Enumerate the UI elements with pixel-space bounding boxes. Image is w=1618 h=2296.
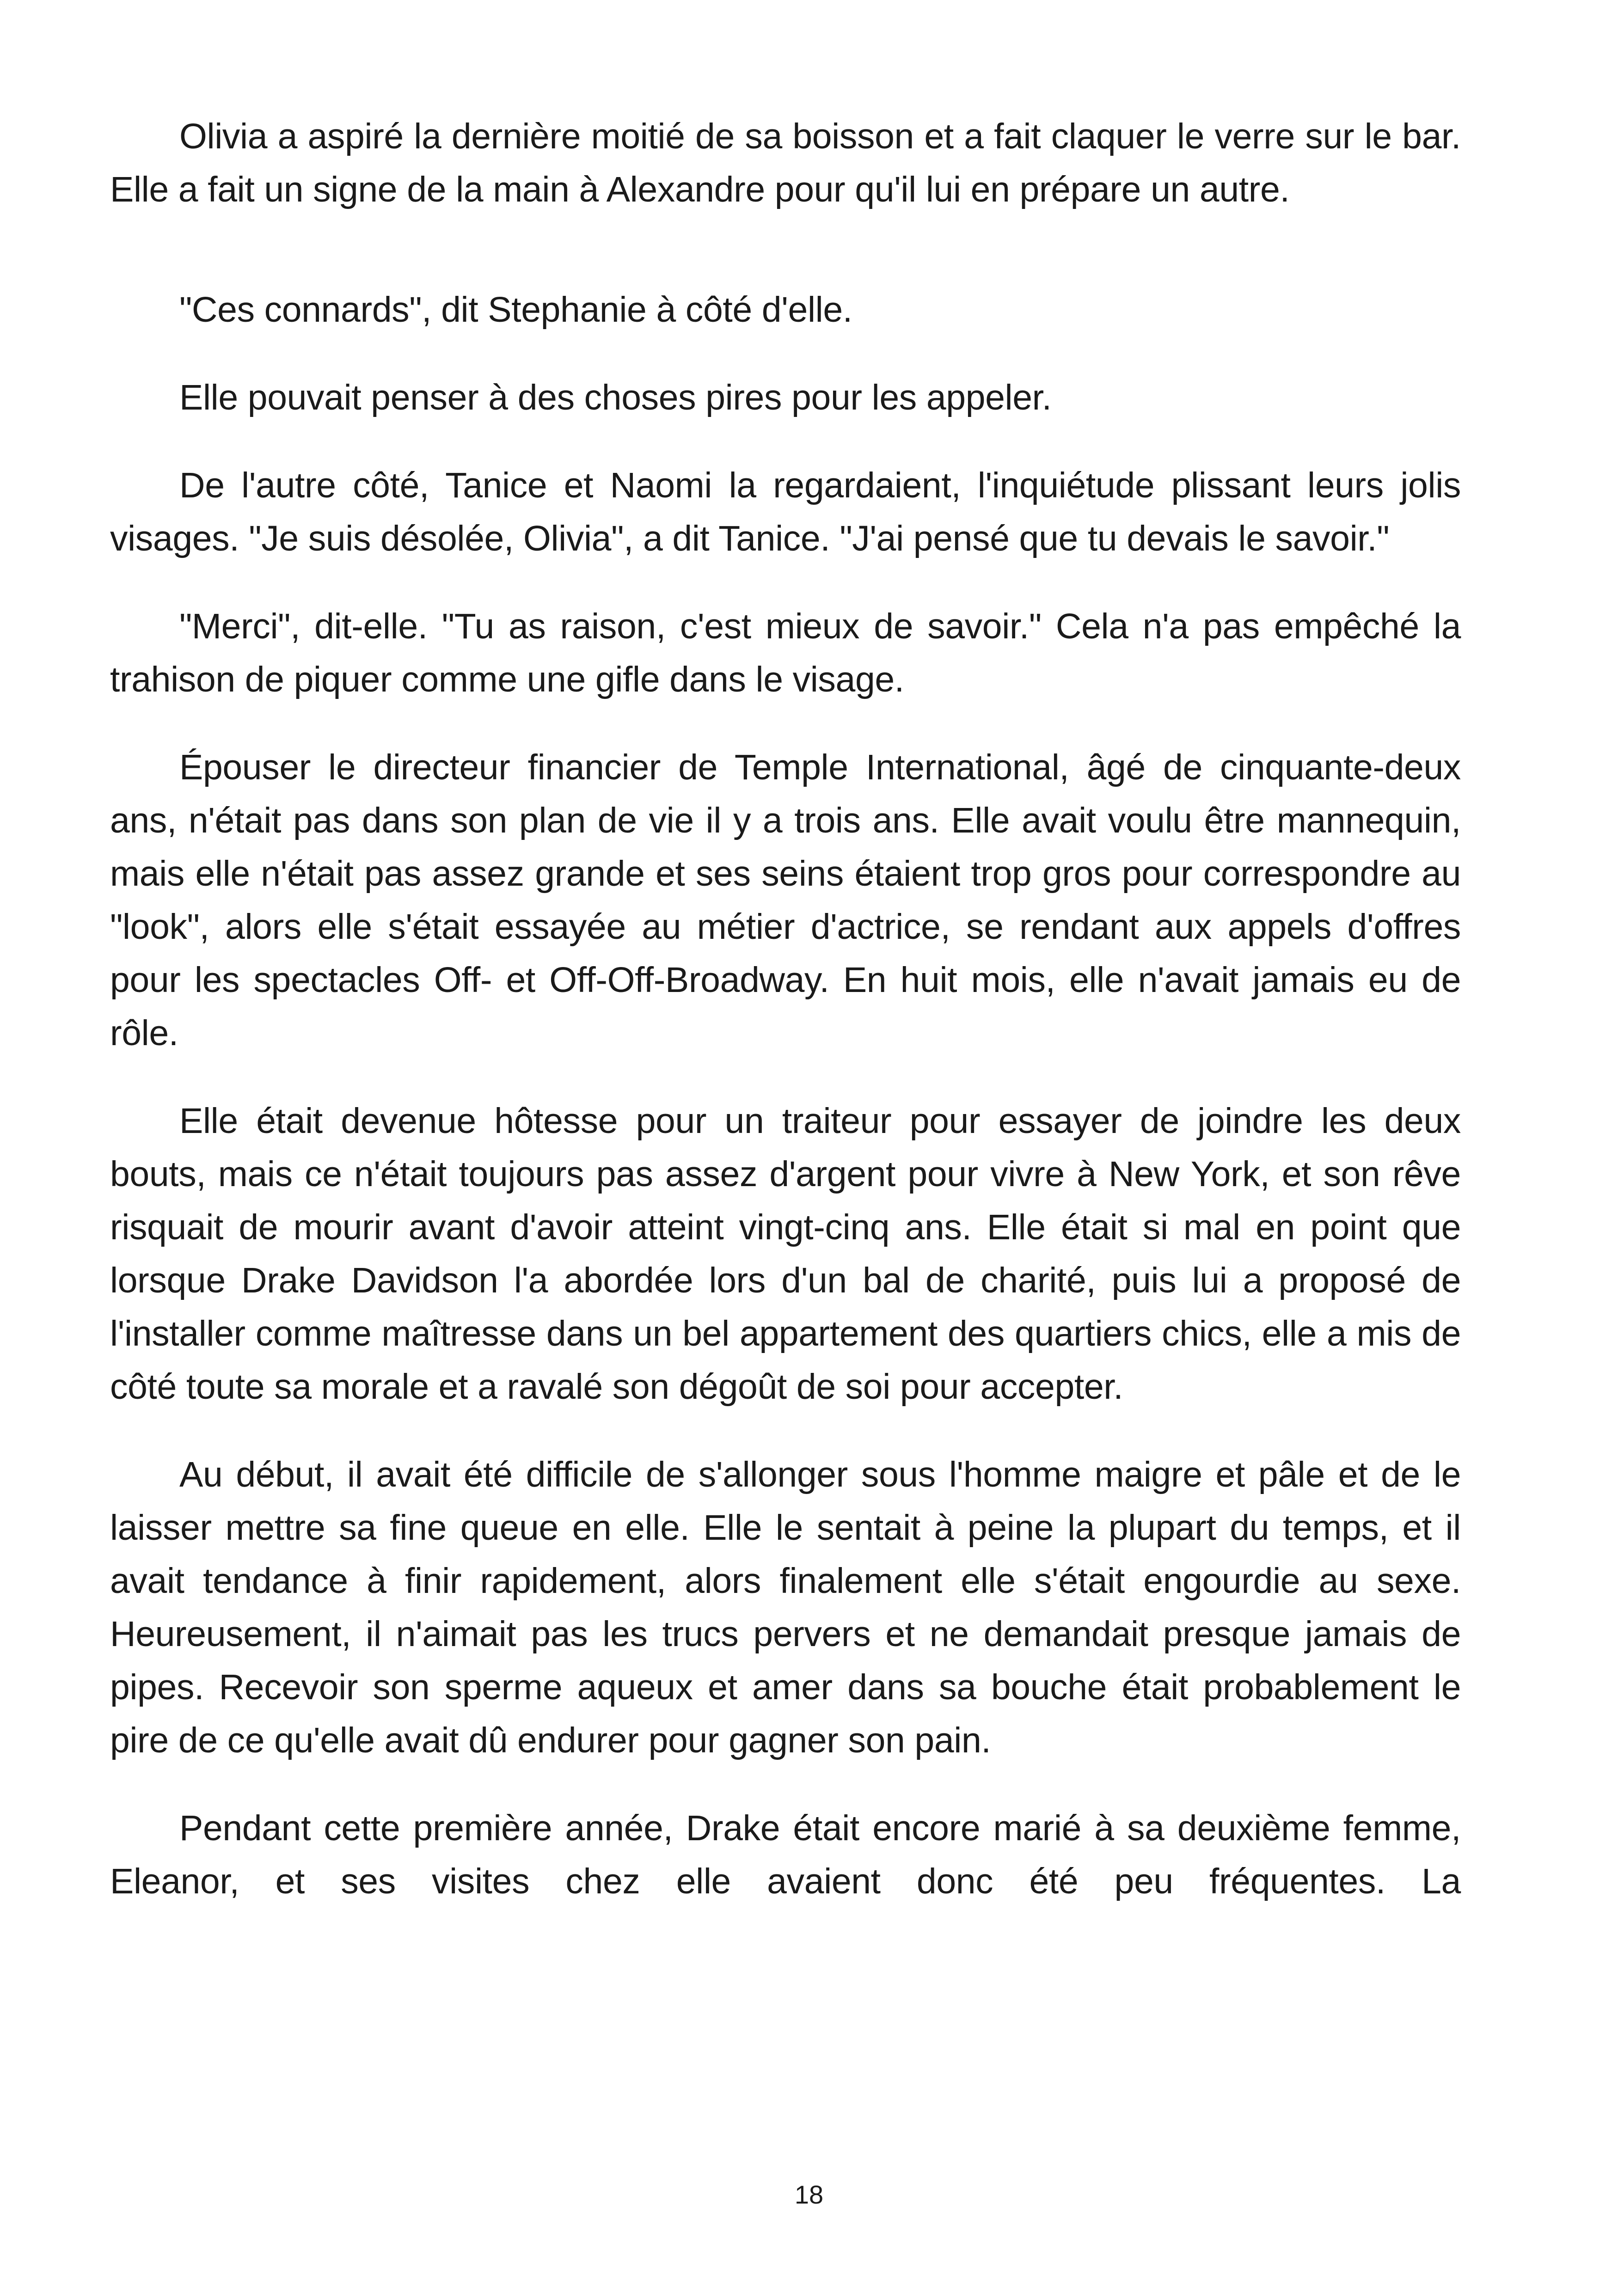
paragraph-spacer [110,1060,1461,1095]
paragraph-7: Elle était devenue hôtesse pour un traiteur pour essayer de joindre les deux bouts, mais ce n'était toujours pas assez d'argent pour vivre à New York, et son rêve risquait de mourir avant d'avoir atteint vingt-cinq ans. Elle était si mal en point que lorsque Drake Davidson l'a abordée lors d'un bal de charité, puis lui a proposé de l'installer comme maîtresse dans un bel appartement des quartiers chics, elle a mis de côté toute sa morale et a ravalé son dégoût de soi pour accepter. [110,1101,1461,1407]
paragraph-spacer [110,1414,1461,1448]
paragraph-spacer [110,706,1461,741]
paragraph-spacer [110,216,1461,283]
paragraph-6: Épouser le directeur financier de Temple International, âgé de cinquante-deux ans, n'était pas dans son plan de vie il y a trois ans. Elle avait voulu être mannequin, mais elle n'était pas assez grande et ses seins étaient trop gros pour correspondre au "look", alors elle s'était essayée au métier d'actrice, se rendant aux appels d'offres pour les spectacles Off- et Off-Off-Broadway. En huit mois, elle n'avait jamais eu de rôle. [110,747,1461,1053]
paragraph-2: "Ces connards", dit Stephanie à côté d'elle. [179,290,852,330]
body-text [110,110,1461,1908]
page-number: 18 [794,2180,824,2209]
paragraph-spacer [110,337,1461,371]
paragraph-4: De l'autre côté, Tanice et Naomi la regardaient, l'inquiétude plissant leurs jolis visages. "Je suis désolée, Olivia", a dit Tanice. "J'ai pensé que tu devais le savoir." [110,465,1461,558]
paragraph-9: Pendant cette première année, Drake était encore marié à sa deuxième femme, Eleanor, et ses visites chez elle avaient donc été peu fréquentes. La [110,1808,1461,1901]
paragraph-3: Elle pouvait penser à des choses pires pour les appeler. [179,378,1052,417]
paragraph-5: "Merci", dit-elle. "Tu as raison, c'est mieux de savoir." Cela n'a pas empêché la trahison de piquer comme une gifle dans le visage. [110,606,1461,699]
paragraph-spacer [110,565,1461,600]
paragraph-spacer [110,1767,1461,1802]
paragraph-1: Olivia a aspiré la dernière moitié de sa boisson et a fait claquer le verre sur le bar. Elle a fait un signe de la main à Alexandre pour qu'il lui en prépare un autre. [110,116,1461,209]
paragraph-spacer [110,424,1461,459]
paragraph-8: Au début, il avait été difficile de s'allonger sous l'homme maigre et pâle et de le laisser mettre sa fine queue en elle. Elle le sentait à peine la plupart du temps, et il avait tendance à finir rapidement, alors finalement elle s'était engourdie au sexe. Heureusement, il n'aimait pas les trucs pervers et ne demandait presque jamais de pipes. Recevoir son sperme aqueux et amer dans sa bouche était probablement le pire de ce qu'elle avait dû endurer pour gagner son pain. [110,1455,1461,1760]
